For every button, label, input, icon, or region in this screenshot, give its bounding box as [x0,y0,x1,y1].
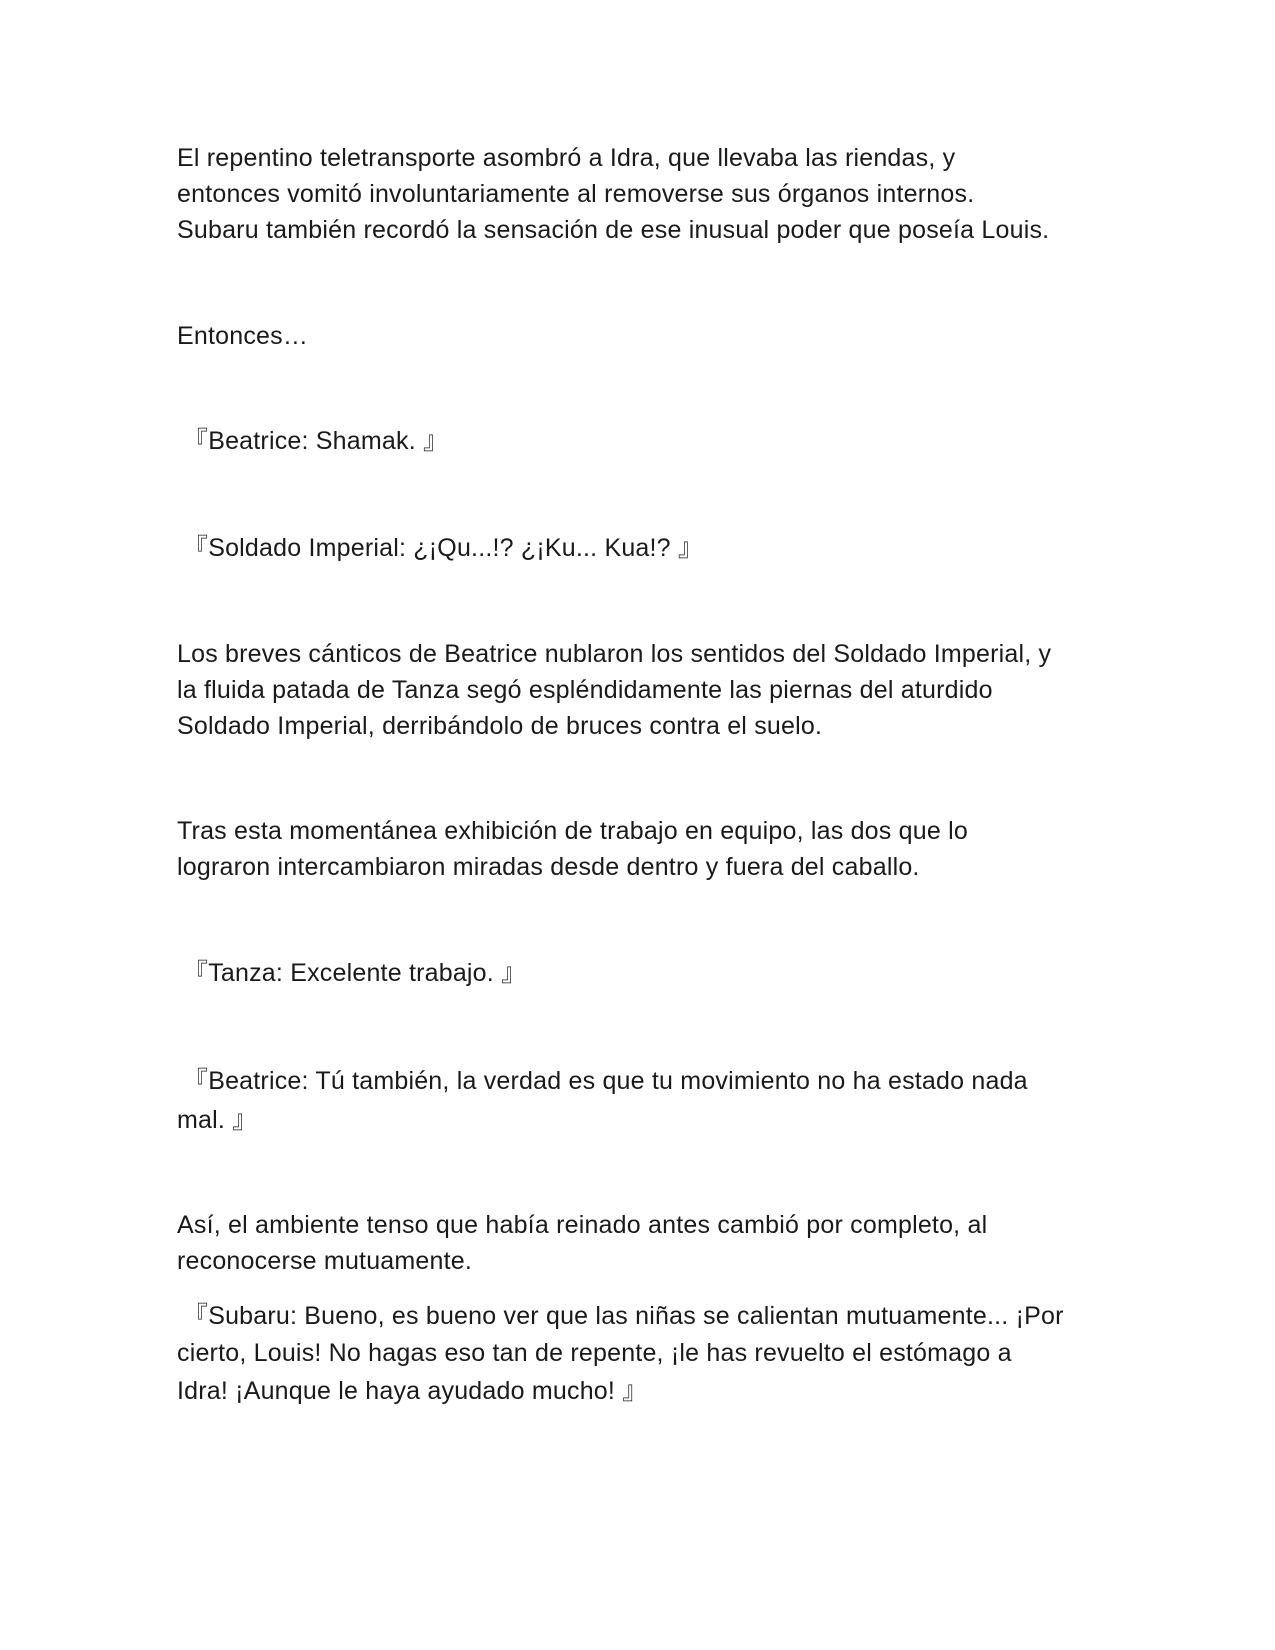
dialogue-beatrice-reply-line-1: 『Beatrice: Tú también, la verdad es que tu movimiento no ha estado nada [183,1067,1028,1095]
paragraph-1-line-1: El repentino teletransporte asombró a Idra, que llevaba las riendas, y [177,144,956,172]
paragraph-5-line-3: Soldado Imperial, derribándolo de bruces contra el suelo. [177,712,823,740]
dialogue-subaru-line-3: Idra! ¡Aunque le haya ayudado mucho! 』 [177,1377,648,1405]
dialogue-subaru-line-1: 『Subaru: Bueno, es bueno ver que las niñas se calientan mutuamente... ¡Por [183,1302,1064,1330]
paragraph-1-line-3: Subaru también recordó la sensación de ese inusual poder que poseía Louis. [177,216,1050,244]
paragraph-9-line-1: Así, el ambiente tenso que había reinado antes cambió por completo, al [177,1211,988,1239]
paragraph-9-line-2: reconocerse mutuamente. [177,1247,473,1275]
dialogue-beatrice-shamak: 『Beatrice: Shamak. 』 [183,427,449,455]
dialogue-beatrice-reply-line-2: mal. 』 [177,1106,258,1134]
paragraph-2-line-1: Entonces… [177,322,309,350]
paragraph-6-line-2: lograron intercambiaron miradas desde dentro y fuera del caballo. [177,853,920,881]
dialogue-soldado-imperial: 『Soldado Imperial: ¿¡Qu...!? ¿¡Ku... Kua!? 』 [183,534,704,562]
paragraph-5-line-2: la fluida patada de Tanza segó espléndidamente las piernas del aturdido [177,676,993,704]
dialogue-tanza: 『Tanza: Excelente trabajo. 』 [183,959,527,987]
paragraph-6-line-1: Tras esta momentánea exhibición de trabajo en equipo, las dos que lo [177,817,968,845]
paragraph-1-line-2: entonces vomitó involuntariamente al removerse sus órganos internos. [177,180,975,208]
paragraph-5-line-1: Los breves cánticos de Beatrice nublaron los sentidos del Soldado Imperial, y [177,640,1052,668]
dialogue-subaru-line-2: cierto, Louis! No hagas eso tan de repente, ¡le has revuelto el estómago a [177,1339,1012,1367]
